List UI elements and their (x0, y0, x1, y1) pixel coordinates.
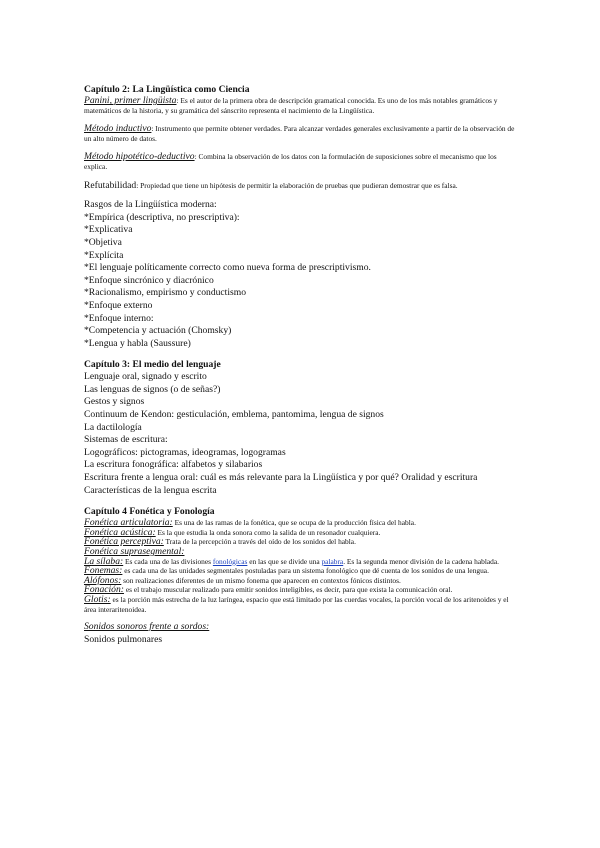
alofonos-definition (84, 576, 516, 586)
fonemas-text: es cada una de las unidades segmentales postuladas para un sistema fonológico que dé cuenta de los sonidos de una lengua. (122, 566, 489, 576)
silaba-text-3: . Es la segunda menor división de la cadena hablada. (343, 556, 499, 566)
hipotetico-term: Método hipotético-deductivo (84, 151, 195, 163)
list-item: *Racionalismo, empirismo y conductismo (84, 287, 247, 299)
list-item: La dactilología (84, 421, 142, 433)
refutabilidad-text: : Propiedad que tiene un hipótesis de permitir la elaboración de pruebas que pudieran demostrar que es falsa. (136, 180, 458, 190)
hipotetico-text: : Combina la observación de los datos con la formulación de suposiciones sobre el mecanismo que los explica. (84, 152, 497, 171)
silaba-text-2: en las que se divide una (247, 556, 322, 566)
chapter-3-heading: Capítulo 3: El medio del lenguaje (84, 359, 221, 371)
list-item: La escritura fonográfica: alfabetos y silabarios (84, 459, 263, 471)
sonidos-heading (84, 621, 516, 634)
list-item: *Enfoque interno: (84, 312, 154, 324)
list-item: *El lenguaje políticamente correcto como nueva forma de prescriptivismo. (84, 262, 371, 274)
articulatoria-text: Es una de las ramas de la fonética, que se ocupa de la producción física del habla. (172, 518, 416, 528)
chapter-2-heading: Capítulo 2: La Lingüística como Ciencia (84, 84, 250, 95)
perceptiva-text: Trata de la percepción a través del oído de los sonidos del habla. (163, 537, 356, 547)
list-item: *Empírica (descriptiva, no prescriptiva): (84, 211, 240, 223)
suprasegmental-term: Fonética suprasegmental: (84, 546, 185, 557)
glotis-text: es la porción más estrecha de la luz laríngea, espacio que está limitado por las cuerdas vocales, la porción vocal de los aritenoides y el área interaritenoidea. (84, 594, 509, 614)
list-item: *Enfoque sincrónico y diacrónico (84, 274, 214, 286)
silaba-text-1: Es cada una de las divisiones (123, 556, 213, 566)
list-item: Sistemas de escritura: (84, 434, 168, 446)
list-item: Las lenguas de signos (o de señas?) (84, 383, 221, 395)
inductivo-text: : Instrumento que permite obtener verdades. Para alcanzar verdades generales exclusivamente a partir de la observación de un alto número de datos. (84, 124, 515, 143)
alofonos-term: Alófonos: (84, 574, 122, 586)
refutabilidad-definition (84, 181, 516, 191)
list-item: Logográficos: pictogramas, ideogramas, logogramas (84, 446, 286, 458)
list-item: *Enfoque externo (84, 299, 153, 311)
alofonos-text: son realizaciones diferentes de un mismo fonema que aparecen en contextos fónicos distintos. (121, 575, 401, 585)
fonacion-text: es el trabajo muscular realizado para emitir sonidos inteligibles, es decir, para que exista la comunicación oral. (123, 585, 453, 595)
hipotetico-definition (84, 152, 516, 171)
palabra-link[interactable]: palabra (321, 556, 344, 566)
articulatoria-term: Fonética articulatoria: (84, 517, 173, 529)
rasgos-title: Rasgos de la Lingüística moderna: (84, 199, 217, 211)
glotis-definition (84, 595, 516, 614)
chapter-3-lines (84, 371, 516, 497)
pulmonares-line: Sonidos pulmonares (84, 633, 163, 645)
list-item: Gestos y signos (84, 396, 145, 408)
fonemas-term: Fonemas: (84, 565, 123, 577)
panini-term: Panini, primer lingüista (84, 95, 177, 106)
silaba-term: La sílaba: (84, 555, 124, 567)
list-item: *Objetiva (84, 236, 122, 248)
list-item: Características de la lengua escrita (84, 484, 217, 496)
panini-text: : Es el autor de la primera obra de descripción gramatical conocida. Es uno de los más notables gramáticos y matemáticos de la historia, y su gramática del sánscrito representa el nacimiento de la Lingüística. (84, 96, 498, 115)
fonacion-term: Fonación: (84, 584, 124, 596)
sonidos-term: Sonidos sonoros frente a sordos: (84, 621, 210, 633)
refutabilidad-term: Refutabilidad (84, 179, 137, 191)
chapter-4-heading: Capítulo 4 Fonética y Fonología (84, 506, 215, 518)
suprasegmental-heading (84, 547, 516, 557)
list-item: *Explicativa (84, 224, 133, 236)
inductivo-term: Método inductivo (84, 123, 152, 135)
list-item: *Lengua y habla (Saussure) (84, 337, 191, 349)
fonologicas-link[interactable]: fonológicas (212, 556, 248, 566)
list-item: Escritura frente a lengua oral: cuál es más relevante para la Lingüística y por qué? Oralidad y escritura (84, 472, 478, 484)
list-item: Lenguaje oral, signado y escrito (84, 371, 207, 383)
inductivo-definition (84, 124, 516, 143)
list-item: Continuum de Kendon: gesticulación, emblema, pantomima, lengua de signos (84, 409, 384, 421)
panini-definition (84, 96, 516, 115)
rasgos-list (84, 212, 516, 351)
list-item: *Competencia y actuación (Chomsky) (84, 325, 232, 337)
perceptiva-term: Fonética perceptiva: (84, 536, 164, 548)
acustica-term: Fonética acústica: (84, 526, 156, 538)
silaba-definition (84, 557, 516, 567)
acustica-text: Es la que estudia la onda sonora como la salida de un resonador cualquiera. (155, 527, 381, 537)
list-item: *Explícita (84, 249, 124, 261)
document-page (84, 84, 516, 646)
glotis-term: Glotis: (84, 593, 111, 605)
fonemas-definition (84, 566, 516, 576)
fonacion-definition (84, 585, 516, 595)
